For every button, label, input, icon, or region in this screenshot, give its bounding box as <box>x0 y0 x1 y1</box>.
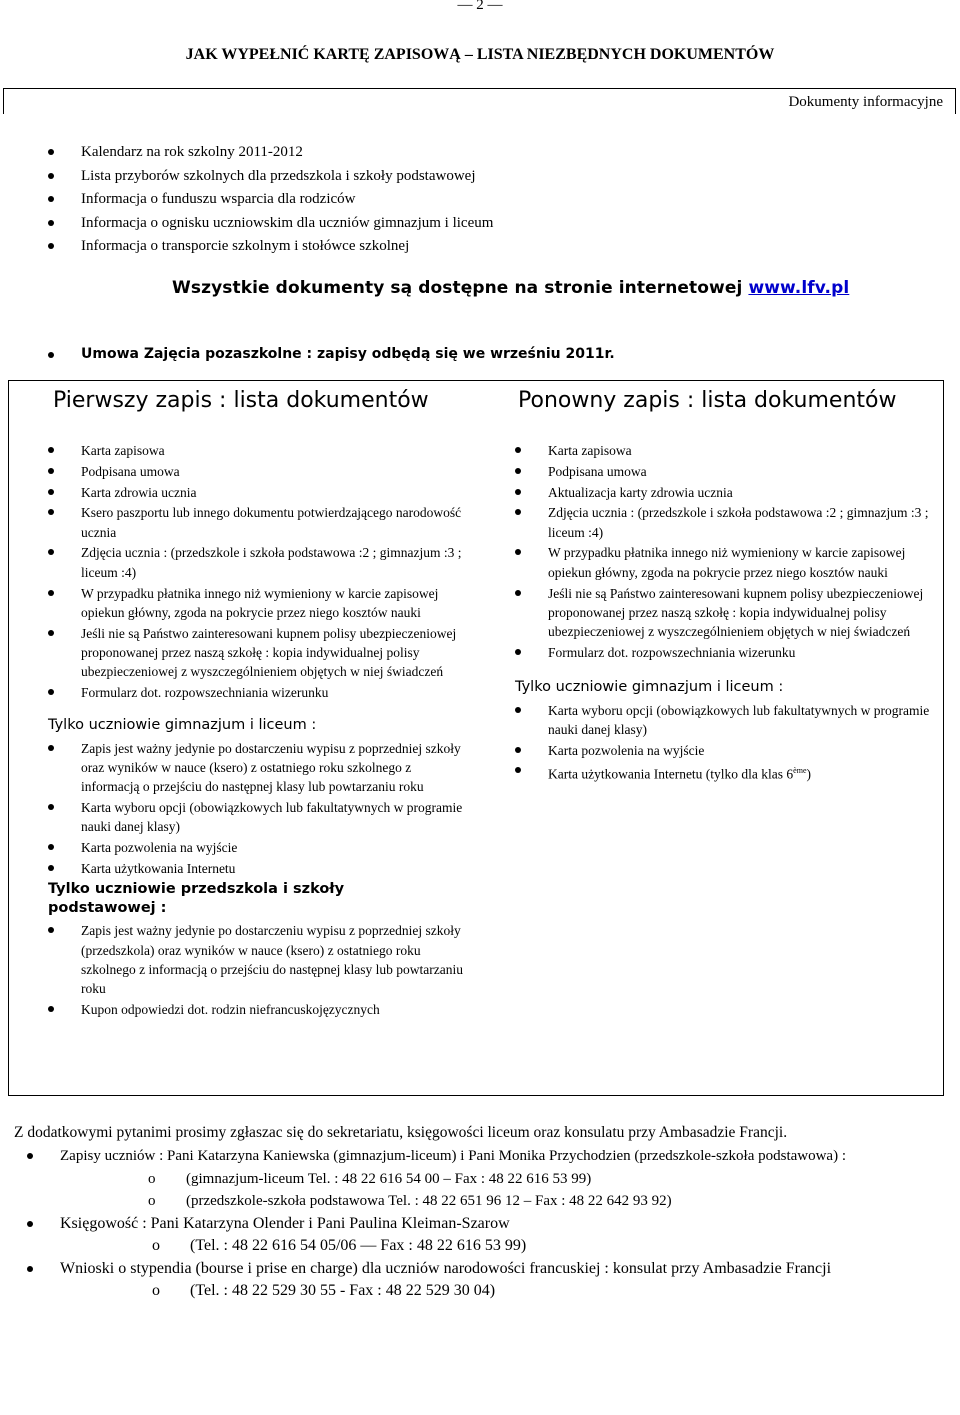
contact-accounting <box>60 1213 846 1258</box>
contact-scholarship <box>60 1258 846 1303</box>
secondary-students-heading: Tylko uczniowie gimnazjum i liceum : <box>48 717 317 734</box>
list-item: Kalendarz na rok szkolny 2011-2012 <box>81 141 493 165</box>
primary-students-list <box>81 921 473 1019</box>
sub-marker: o <box>148 1170 156 1187</box>
list-item: Formularz dot. rozpowszechniania wizerunku <box>548 643 942 662</box>
repeat-secondary-list <box>548 701 942 785</box>
info-section-heading: Dokumenty informacyjne <box>788 94 943 110</box>
sub-marker: o <box>152 1282 160 1299</box>
list-item: W przypadku płatnika innego niż wymieniony w karcie zapisowej opiekun główny, zgoda na pokrycie przez niego kosztów nauki <box>81 584 473 623</box>
secondary-students-list <box>81 739 473 879</box>
accounting-phone-list <box>60 1235 846 1258</box>
first-registration-column <box>48 441 473 1021</box>
list-item: Podpisana umowa <box>548 462 942 481</box>
list-item: Karta pozwolenia na wyjście <box>81 838 473 857</box>
list-item <box>148 1190 846 1213</box>
contacts-intro <box>14 1122 944 1145</box>
list-item: Informacja o transporcie szkolnym i stołówce szkolnej <box>81 235 493 259</box>
list-item: Kupon odpowiedzi dot. rodzin niefrancuskojęzycznych <box>81 1000 473 1019</box>
list-item: Karta zdrowia ucznia <box>81 483 473 502</box>
list-item: Zdjęcia ucznia : (przedszkole i szkoła podstawowa :2 ; gimnazjum :3 ; liceum :4) <box>81 543 473 582</box>
website-link[interactable]: www.lfv.pl <box>748 278 850 298</box>
first-registration-list <box>81 441 473 702</box>
phone-line: (gimnazjum-liceum Tel. : 48 22 616 54 00 – Fax : 48 22 616 53 99) <box>186 1170 592 1187</box>
primary-students-heading: Tylko uczniowie przedszkola i szkoły podstawowej : <box>48 880 345 917</box>
list-item <box>152 1235 846 1258</box>
umowa-note: Umowa Zajęcia pozaszkolne : zapisy odbędą się we wrześniu 2011r. <box>81 346 615 362</box>
list-item: Karta użytkowania Internetu <box>81 859 473 878</box>
contact-enrollment <box>60 1145 846 1213</box>
list-item: Informacja o ognisku uczniowskim dla uczniów gimnazjum i liceum <box>81 212 493 236</box>
info-document-list <box>81 141 493 259</box>
list-item: W przypadku płatnika innego niż wymieniony w karcie zapisowej opiekun główny, zgoda na pokrycie przez niego kosztów nauki <box>548 543 942 582</box>
list-item <box>152 1280 846 1303</box>
list-item: Formularz dot. rozpowszechniania wizerunku <box>81 683 473 702</box>
internet-item-text: Karta użytkowania Internetu (tylko dla klas 6 <box>548 766 794 782</box>
list-item: Karta pozwolenia na wyjście <box>548 741 942 760</box>
scholarship-phone-list <box>60 1280 846 1303</box>
internet-item-sup: ème <box>793 766 807 776</box>
first-registration-title: Pierwszy zapis : lista dokumentów <box>53 388 429 413</box>
list-item: Podpisana umowa <box>81 462 473 481</box>
list-item: Informacja o funduszu wsparcia dla rodziców <box>81 188 493 212</box>
repeat-secondary-heading: Tylko uczniowie gimnazjum i liceum : <box>515 679 784 696</box>
phone-line: (Tel. : 48 22 616 54 05/06 — Fax : 48 22 616 53 99) <box>190 1237 527 1254</box>
web-note-text: Wszystkie dokumenty są dostępne na stronie internetowej <box>172 278 743 298</box>
web-note <box>172 278 849 298</box>
list-item: Jeśli nie są Państwo zainteresowani kupnem polisy ubezpieczeniowej proponowanej przez naszą szkołę : kopia indywidualnej polisy ubezpieczeniowej z wyszczególnieniem objętych w niej świadczeń <box>81 624 473 682</box>
list-item: Zdjęcia ucznia : (przedszkole i szkoła podstawowa :2 ; gimnazjum :3 ; liceum :4) <box>548 503 942 542</box>
contact-enrollment-text: Zapisy uczniów : Pani Katarzyna Kaniewska (gimnazjum-liceum) i Pani Monika Przychodzien (przedszkole-szkoła podstawowa) : <box>60 1148 847 1164</box>
list-item <box>148 1168 846 1191</box>
sub-marker: o <box>148 1193 156 1209</box>
list-item: Lista przyborów szkolnych dla przedszkola i szkoły podstawowej <box>81 165 493 189</box>
list-item: Aktualizacja karty zdrowia ucznia <box>548 483 942 502</box>
phone-line: (przedszkole-szkoła podstawowa Tel. : 48 22 651 96 12 – Fax : 48 22 642 93 92) <box>186 1193 672 1209</box>
list-item: Karta wyboru opcji (obowiązkowych lub fakultatywnych w programie nauki danej klasy) <box>548 701 942 740</box>
list-item: Ksero paszportu lub innego dokumentu potwierdzającego narodowość ucznia <box>81 503 473 542</box>
page-title: JAK WYPEŁNIĆ KARTĘ ZAPISOWĄ – LISTA NIEZBĘDNYCH DOKUMENTÓW <box>185 46 775 63</box>
sub-marker: o <box>152 1237 160 1254</box>
repeat-registration-list <box>548 441 942 662</box>
list-item: Karta zapisowa <box>81 441 473 460</box>
umowa-note-list <box>81 346 615 362</box>
repeat-registration-title: Ponowny zapis : lista dokumentów <box>518 388 897 413</box>
repeat-registration-column <box>515 441 942 786</box>
list-item <box>548 761 942 784</box>
contact-accounting-text: Księgowość : Pani Katarzyna Olender i Pani Paulina Kleiman-Szarow <box>60 1214 510 1232</box>
list-item: Karta wyboru opcji (obowiązkowych lub fakultatywnych w programie nauki danej klasy) <box>81 798 473 837</box>
enrollment-phone-list <box>60 1168 846 1213</box>
info-section-box <box>3 88 956 114</box>
list-item: Karta zapisowa <box>548 441 942 460</box>
contacts-intro-text: Z dodatkowymi pytanimi prosimy zgłaszac się do sekretariatu, księgowości liceum oraz konsulatu przy Ambasadzie Francji. <box>14 1124 788 1141</box>
list-item: Jeśli nie są Państwo zainteresowani kupnem polisy ubezpieczeniowej proponowanej przez naszą szkołę : kopia indywidualnej polisy ubezpieczeniowej z wyszczególnieniem objętych w niej świadczeń <box>548 584 942 642</box>
contacts-list <box>60 1145 846 1303</box>
phone-line: (Tel. : 48 22 529 30 55 - Fax : 48 22 529 30 04) <box>190 1282 496 1299</box>
page-number: — 2 — <box>457 0 503 13</box>
list-item: Zapis jest ważny jedynie po dostarczeniu wypisu z poprzedniej szkoły oraz wyników w nauce (ksero) z ostatniego roku szkolnego z informacją o przejściu do następnej klasy lub powtarzaniu roku <box>81 739 473 797</box>
internet-item-end: ) <box>806 766 811 782</box>
list-item: Zapis jest ważny jedynie po dostarczeniu wypisu z poprzedniej szkoły (przedszkola) oraz wyników w nauce (ksero) z ostatniego roku szkolnego z informacją o przejściu do następnej klasy lub powtarzaniu roku <box>81 921 473 998</box>
contact-scholarship-text: Wnioski o stypendia (bourse i prise en charge) dla uczniów narodowości francuskiej : konsulat przy Ambasadzie Francji <box>60 1259 832 1277</box>
